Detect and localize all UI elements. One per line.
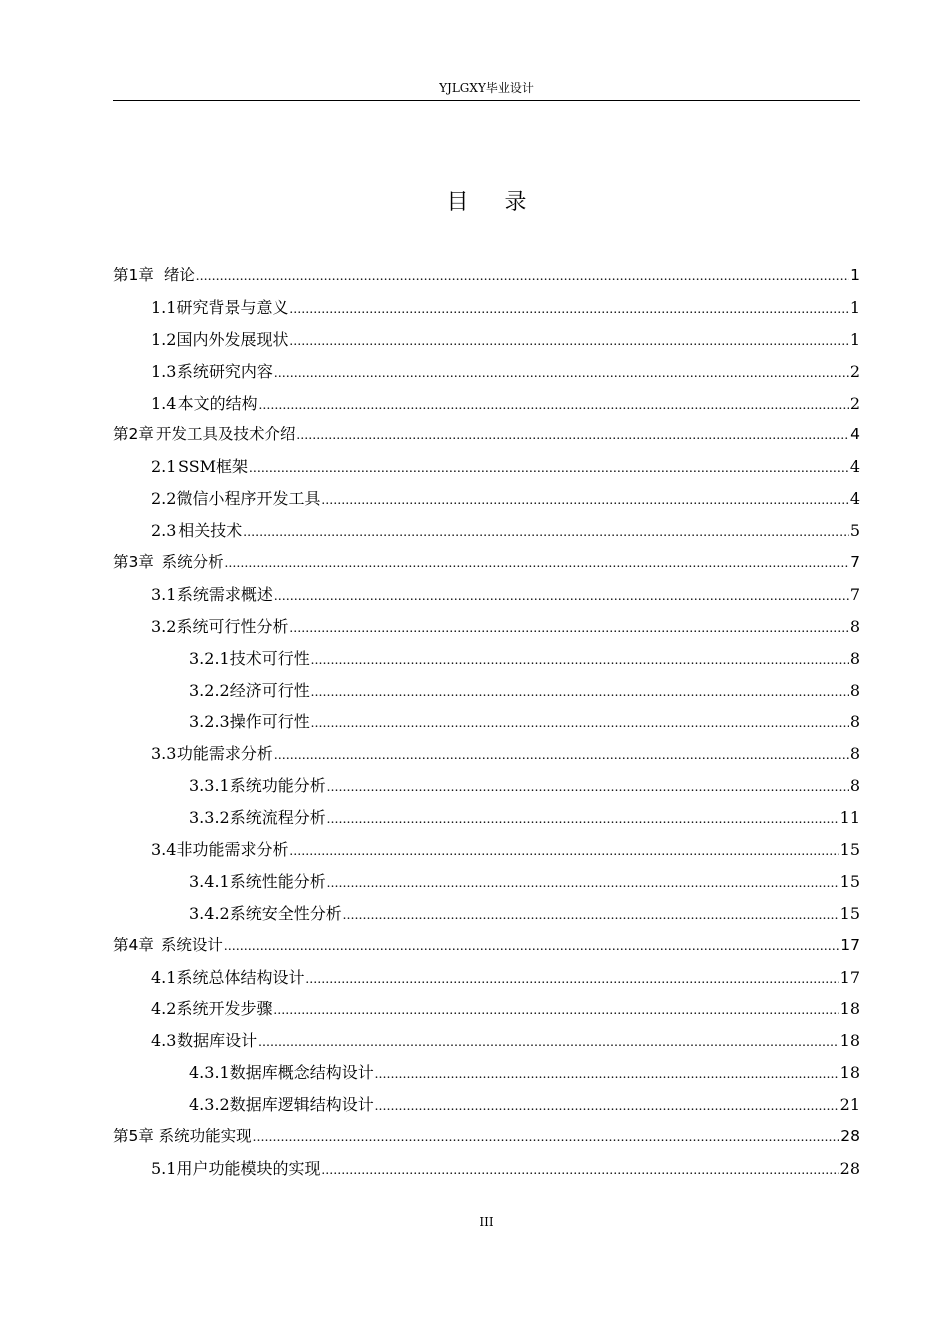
toc-entry-number: 4.1: [151, 967, 177, 987]
toc-title: [113, 186, 860, 220]
toc-entry-number: 2.1: [151, 457, 177, 477]
toc-entry-page: 15: [839, 903, 860, 923]
header-rule: [113, 100, 860, 101]
toc-entry[interactable]: [113, 451, 860, 483]
toc-entry[interactable]: [113, 643, 860, 675]
toc-entry-number: 5.1: [151, 1158, 177, 1178]
toc-entry-page: 5: [849, 521, 860, 541]
toc-dot-leader: [305, 964, 838, 996]
toc-entry[interactable]: [113, 324, 860, 356]
toc-entry-title: 用户功能模块的实现: [176, 1158, 321, 1178]
toc-entry-number: 3.2.2: [189, 680, 230, 700]
toc-entry-title: 数据库设计: [177, 1031, 258, 1051]
toc-entry-page: 2: [849, 361, 860, 381]
toc-dot-leader: [243, 517, 849, 549]
toc-dot-leader: [289, 326, 848, 358]
table-of-contents: [113, 260, 860, 1185]
toc-entry-title: 研究背景与意义: [176, 297, 289, 317]
toc-dot-leader: [249, 453, 849, 485]
toc-entry[interactable]: [113, 260, 860, 292]
toc-dot-leader: [289, 836, 838, 868]
toc-entry-title: 系统可行性分析: [176, 616, 289, 636]
toc-entry-title: 经济可行性: [229, 680, 310, 700]
toc-entry[interactable]: [113, 1153, 860, 1185]
toc-entry-title: 系统流程分析: [229, 808, 326, 828]
toc-entry-number: 3.2.1: [189, 648, 230, 668]
toc-entry[interactable]: [113, 993, 860, 1025]
toc-entry-title: 系统分析: [161, 553, 224, 572]
toc-dot-leader: [375, 1091, 839, 1123]
toc-entry-number: 4.3: [151, 1031, 177, 1051]
toc-entry-number: 1.2: [151, 329, 177, 349]
toc-entry-page: 7: [849, 584, 860, 604]
toc-dot-leader: [327, 804, 839, 836]
toc-entry-title: 相关技术: [178, 521, 243, 541]
toc-entry-page: 8: [849, 680, 860, 700]
toc-dot-leader: [343, 900, 839, 932]
toc-entry[interactable]: [113, 356, 860, 388]
toc-dot-leader: [274, 358, 849, 390]
toc-dot-leader: [224, 931, 839, 963]
toc-entry-title: 本文的结构: [177, 393, 258, 413]
toc-entry-number: 3.4.2: [189, 903, 230, 923]
toc-entry-page: 7: [850, 553, 860, 572]
toc-entry[interactable]: [113, 898, 860, 930]
toc-entry-page: 2: [849, 393, 860, 413]
toc-entry[interactable]: [113, 802, 860, 834]
toc-entry-title: 系统性能分析: [229, 871, 326, 891]
toc-entry-number: 1.4: [151, 393, 177, 413]
toc-dot-leader: [327, 772, 849, 804]
toc-entry[interactable]: [113, 930, 860, 962]
toc-entry-page: 8: [849, 616, 860, 636]
toc-entry-number: 3.3.1: [189, 776, 230, 796]
toc-entry-page: 8: [849, 744, 860, 764]
toc-entry-page: 1: [849, 297, 860, 317]
toc-entry-number: 4.2: [151, 999, 177, 1019]
toc-dot-leader: [297, 420, 850, 452]
toc-entry-page: 8: [849, 776, 860, 796]
toc-entry-page: 8: [849, 712, 860, 732]
toc-entry[interactable]: [113, 292, 860, 324]
toc-title-char-1: 目: [446, 190, 469, 215]
toc-entry[interactable]: [113, 611, 860, 643]
toc-entry-title: 技术可行性: [229, 648, 310, 668]
toc-entry-title: 系统功能分析: [229, 776, 326, 796]
toc-entry-page: 18: [839, 1063, 860, 1083]
toc-entry-title: 系统需求概述: [176, 584, 273, 604]
toc-entry-number: 3.3.2: [189, 808, 230, 828]
toc-entry-title: 系统安全性分析: [229, 903, 342, 923]
toc-dot-leader: [321, 1155, 838, 1187]
toc-entry-page: 1: [850, 266, 860, 284]
toc-dot-leader: [311, 645, 849, 677]
toc-entry-title: 功能需求分析: [176, 744, 273, 764]
toc-entry-number: 第2章: [113, 425, 154, 444]
toc-entry-number: 3.3: [151, 744, 177, 764]
toc-entry[interactable]: [113, 388, 860, 420]
toc-entry-page: 17: [839, 967, 860, 987]
toc-entry-number: 2.3: [151, 521, 177, 541]
toc-entry-page: 11: [839, 808, 860, 828]
toc-dot-leader: [253, 1122, 840, 1154]
toc-entry-number: 2.2: [151, 489, 177, 509]
toc-entry[interactable]: [113, 419, 860, 451]
toc-dot-leader: [311, 677, 849, 709]
toc-entry-page: 28: [839, 1158, 860, 1178]
toc-entry-title: 国内外发展现状: [176, 329, 289, 349]
toc-entry-title: 系统功能实现: [158, 1127, 252, 1146]
page-header: YJLGXY毕业设计: [439, 81, 534, 95]
toc-title-char-2: 录: [504, 190, 527, 215]
toc-dot-leader: [196, 261, 849, 293]
toc-entry-page: 18: [839, 999, 860, 1019]
toc-entry-number: 第5章: [113, 1127, 154, 1146]
toc-entry-number: 1.3: [151, 361, 177, 381]
toc-entry-title: 系统总体结构设计: [176, 967, 305, 987]
toc-dot-leader: [259, 390, 849, 422]
toc-entry[interactable]: [113, 1121, 860, 1153]
toc-entry-page: 18: [839, 1031, 860, 1051]
toc-entry[interactable]: [113, 738, 860, 770]
toc-entry-title: 操作可行性: [229, 712, 310, 732]
toc-entry-page: 4: [849, 457, 860, 477]
toc-dot-leader: [289, 294, 848, 326]
toc-entry-title: 微信小程序开发工具: [176, 489, 321, 509]
toc-entry[interactable]: [113, 1089, 860, 1121]
toc-entry[interactable]: [113, 579, 860, 611]
toc-entry-title: 非功能需求分析: [176, 840, 289, 860]
toc-dot-leader: [274, 995, 839, 1027]
toc-entry-title: 数据库逻辑结构设计: [229, 1095, 374, 1115]
toc-entry-title: 数据库概念结构设计: [229, 1063, 374, 1083]
toc-entry-title: 系统研究内容: [176, 361, 273, 381]
toc-dot-leader: [311, 708, 849, 740]
toc-entry-page: 28: [840, 1127, 860, 1146]
toc-entry[interactable]: [113, 866, 860, 898]
toc-entry-page: 8: [849, 648, 860, 668]
toc-entry-title: 系统设计: [160, 935, 223, 954]
toc-entry-number: 3.2.3: [189, 712, 230, 732]
toc-dot-leader: [321, 485, 848, 517]
toc-entry[interactable]: [113, 483, 860, 515]
toc-entry-number: 3.2: [151, 616, 177, 636]
toc-dot-leader: [274, 740, 849, 772]
toc-entry-number: 3.1: [151, 584, 177, 604]
toc-entry[interactable]: [113, 1025, 860, 1057]
toc-entry-page: 17: [840, 935, 860, 954]
toc-entry-number: 3.4.1: [189, 871, 230, 891]
toc-entry-page: 4: [849, 489, 860, 509]
toc-entry[interactable]: [113, 547, 860, 579]
toc-entry[interactable]: [113, 962, 860, 994]
toc-entry-page: 15: [839, 840, 860, 860]
toc-entry-title: SSM框架: [178, 457, 249, 477]
toc-entry-number: 4.3.2: [189, 1095, 230, 1115]
toc-entry-title: 系统开发步骤: [176, 999, 273, 1019]
toc-entry-number: 第4章: [113, 935, 154, 954]
toc-entry-page: 15: [839, 871, 860, 891]
toc-dot-leader: [289, 613, 848, 645]
toc-dot-leader: [274, 581, 849, 613]
page-number: III: [479, 1215, 494, 1229]
toc-entry-title: 开发工具及技术介绍: [156, 425, 296, 444]
toc-entry-number: 4.3.1: [189, 1063, 230, 1083]
toc-entry[interactable]: [113, 770, 860, 802]
toc-entry-number: 第1章: [113, 266, 154, 284]
toc-entry-page: 4: [850, 425, 860, 444]
toc-entry-number: 3.4: [151, 840, 177, 860]
toc-entry-page: 1: [849, 329, 860, 349]
toc-dot-leader: [258, 1027, 838, 1059]
toc-entry[interactable]: [113, 834, 860, 866]
toc-entry-number: 1.1: [151, 297, 177, 317]
toc-entry[interactable]: [113, 1057, 860, 1089]
toc-dot-leader: [375, 1059, 839, 1091]
toc-dot-leader: [225, 548, 849, 580]
toc-entry-page: 21: [839, 1095, 860, 1115]
toc-entry[interactable]: [113, 675, 860, 707]
toc-dot-leader: [327, 868, 839, 900]
toc-entry[interactable]: [113, 515, 860, 547]
toc-entry-title: 绪论: [163, 266, 195, 284]
toc-entry[interactable]: [113, 706, 860, 738]
toc-entry-number: 第3章: [113, 553, 154, 572]
